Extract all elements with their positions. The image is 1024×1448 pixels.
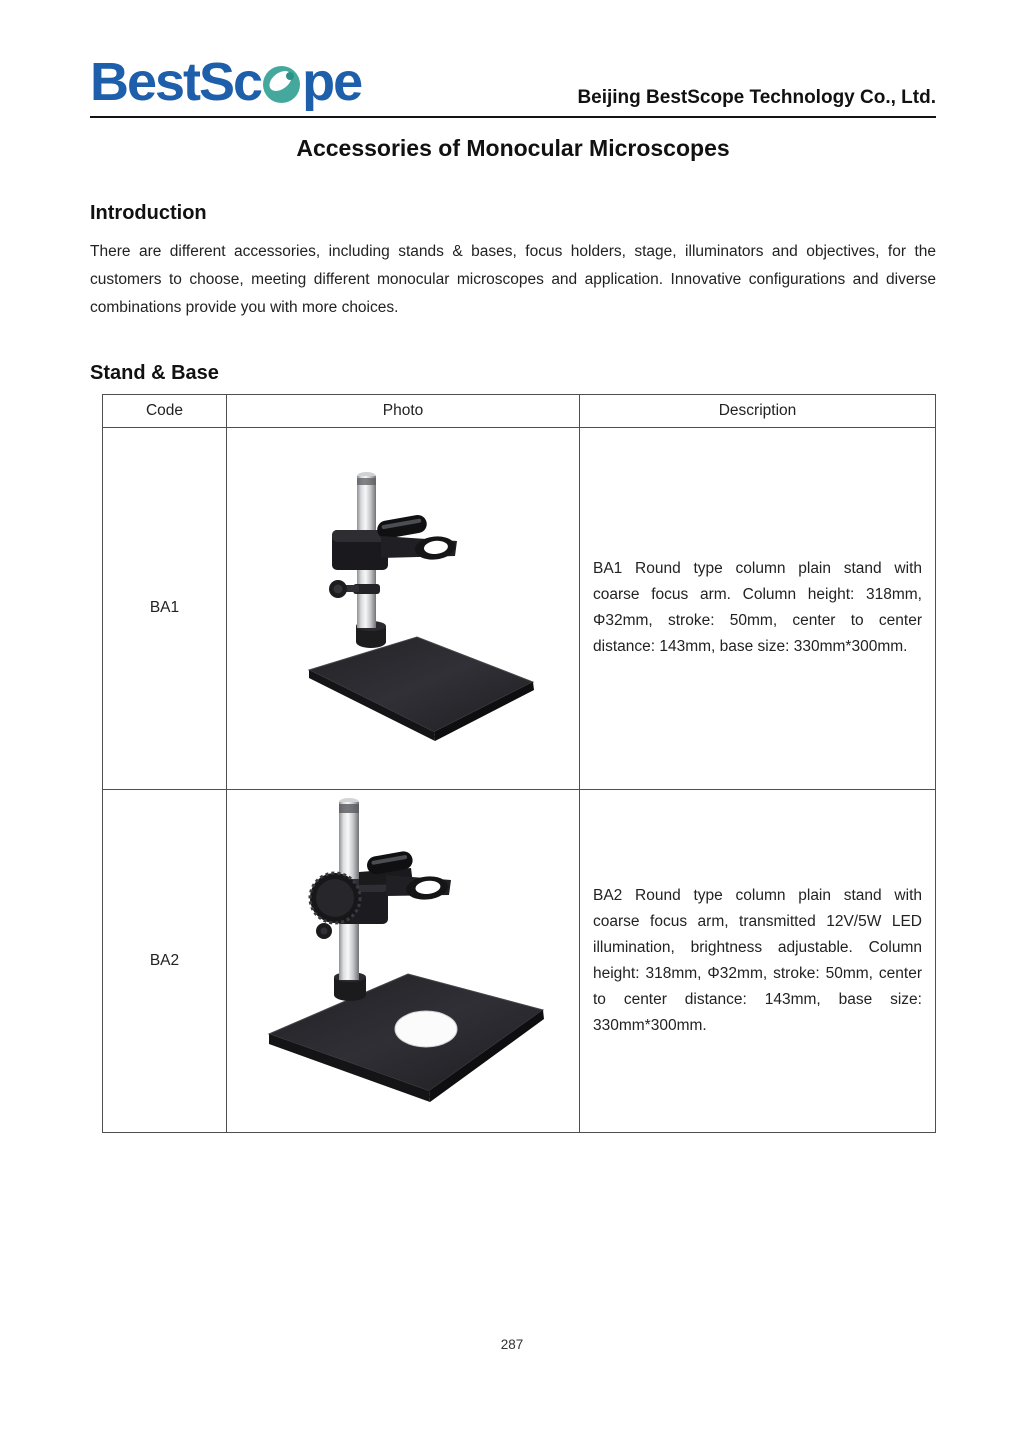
ba1-description: BA1 Round type column plain stand with coarse focus arm. Column height: 318mm, Φ32mm, stroke: 50mm, center to center distance: 143mm, base size: 330mm*300mm.	[580, 427, 936, 789]
introduction-section	[90, 202, 936, 322]
page-header	[90, 54, 936, 111]
ba1-code-cell: BA1	[103, 427, 227, 789]
ba2-photo-cell	[227, 789, 580, 1132]
page-footer	[0, 1337, 1024, 1352]
header-rule	[90, 116, 936, 118]
stand-base-table	[102, 394, 936, 1133]
ba2-description: BA2 Round type column plain stand with coarse focus arm, transmitted 12V/5W LED illumination, brightness adjustable. Column height: 318mm, Φ32mm, stroke: 50mm, center to center distance: 143mm, base size: 330mm*300mm.	[580, 789, 936, 1132]
logo-lens-icon	[263, 66, 300, 103]
page-number: 287	[500, 1337, 524, 1352]
ba1-stand-photo	[231, 434, 576, 782]
ba2-code-cell: BA2	[103, 789, 227, 1132]
logo-text-right: pe	[302, 52, 362, 112]
bestscope-logo	[90, 54, 361, 111]
introduction-heading: Introduction	[90, 201, 207, 224]
table-header-row	[103, 394, 936, 427]
col-header-code: Code	[103, 394, 227, 427]
logo-text-left: BestSc	[90, 52, 262, 112]
col-header-photo: Photo	[227, 394, 580, 427]
introduction-paragraph: There are different accessories, including stands & bases, focus holders, stage, illuminators and objectives, for the customers to choose, meeting different monocular microscopes and application. Innovative configurations and diverse combinations provide you with more choices.	[90, 242, 936, 316]
page-title: Accessories of Monocular Microscopes	[296, 134, 730, 161]
stand-base-heading: Stand & Base	[90, 361, 219, 384]
col-header-description: Description	[580, 394, 936, 427]
ba2-stand-photo	[231, 792, 576, 1130]
stand-base-section	[90, 362, 936, 1133]
table-row-ba2	[103, 789, 936, 1132]
table-row-ba1	[103, 427, 936, 789]
company-name: Beijing BestScope Technology Co., Ltd.	[577, 86, 936, 108]
ba1-photo-cell	[227, 427, 580, 789]
